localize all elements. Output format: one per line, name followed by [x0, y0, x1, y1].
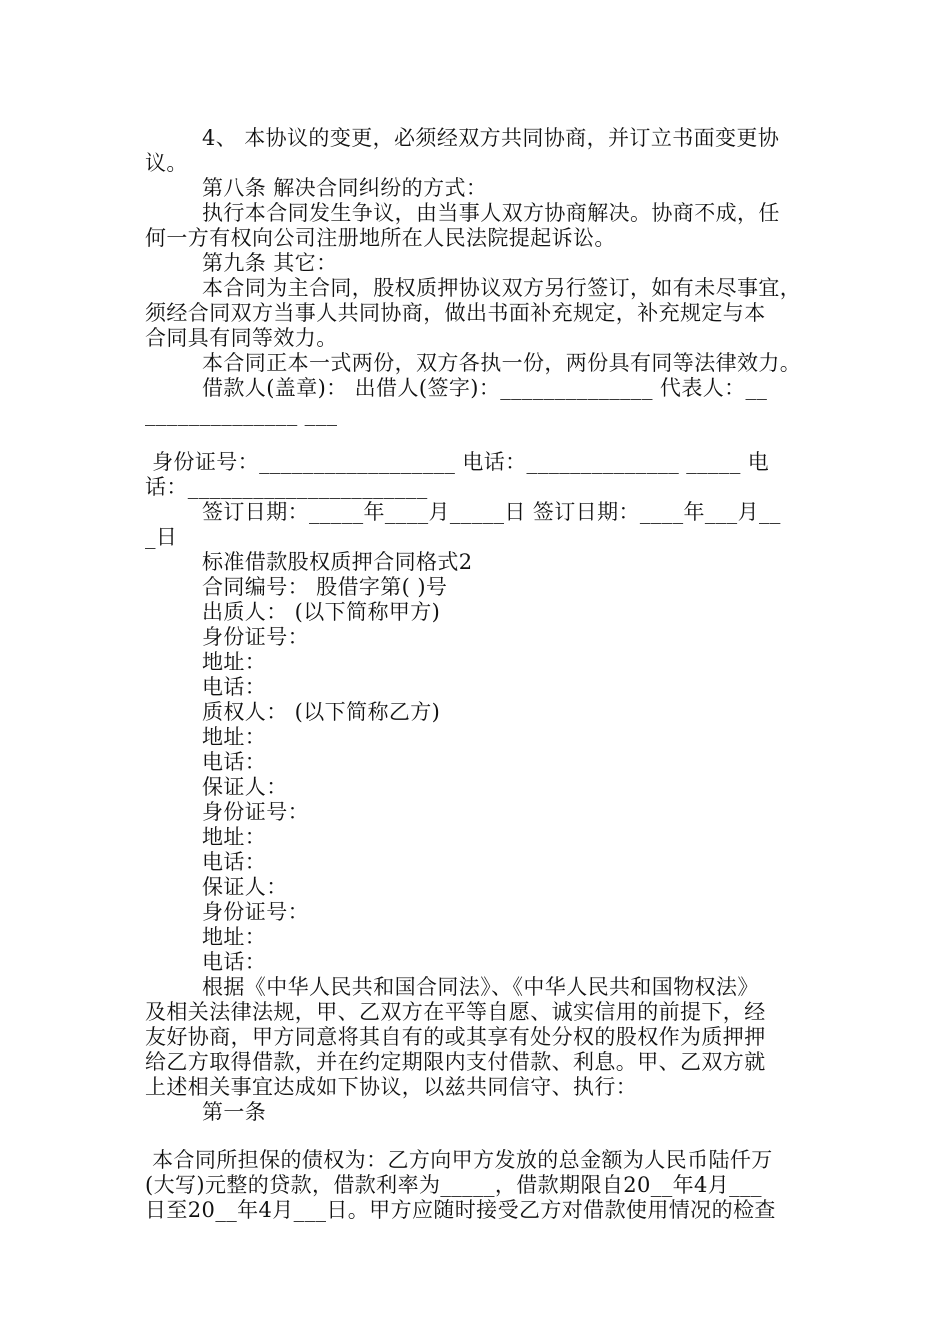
- text-line: 日至20__年4月___日。甲方应随时接受乙方对借款使用情况的检查: [145, 1198, 776, 1222]
- party-field: 电话：: [202, 750, 267, 774]
- date-line: 签订日期：_____年____月_____日 签订日期：____年___月__: [202, 500, 781, 524]
- document-title: 标准借款股权质押合同格式2: [202, 550, 473, 574]
- text-line: 本合同正本一式两份，双方各执一份，两份具有同等法律效力。: [202, 351, 802, 375]
- party-field: 电话：: [202, 850, 267, 874]
- text-line: 友好协商，甲方同意将其自有的或其享有处分权的股权作为质押押: [145, 1025, 766, 1049]
- party-field: 保证人：: [202, 775, 288, 799]
- signature-line: ______________ ___: [145, 402, 338, 426]
- party-field: 身份证号：: [202, 900, 309, 924]
- text-line: 上述相关事宜达成如下协议，以兹共同信守、执行：: [145, 1075, 638, 1099]
- signature-line: 借款人(盖章)： 出借人(签字)：______________ 代表人：__: [202, 376, 768, 400]
- party-field: 质权人： (以下简称乙方): [202, 700, 441, 724]
- text-line: 议。: [145, 151, 188, 175]
- text-line: 何一方有权向公司注册地所在人民法院提起诉讼。: [145, 226, 616, 250]
- text-line: 给乙方取得借款，并在约定期限内支付借款、利息。甲、乙双方就: [145, 1050, 766, 1074]
- party-field: 身份证号：: [202, 625, 309, 649]
- section-heading: 第八条 解决合同纠纷的方式：: [202, 176, 488, 200]
- party-field: 电话：: [202, 950, 267, 974]
- date-line: _日: [145, 525, 178, 549]
- text-line: 执行本合同发生争议，由当事人双方协商解决。协商不成，任: [202, 201, 780, 225]
- party-field: 地址：: [202, 725, 267, 749]
- text-line: (大写)元整的贷款，借款利率为_____，借款期限自20__年4月___: [145, 1173, 762, 1197]
- text-line: 4、 本协议的变更，必须经双方共同协商，并订立书面变更协: [202, 126, 780, 150]
- text-line: 须经合同双方当事人共同协商，做出书面补充规定，补充规定与本: [145, 301, 766, 325]
- text-line: 本合同所担保的债权为：乙方向甲方发放的总金额为人民币陆仟万: [145, 1148, 773, 1172]
- party-field: 保证人：: [202, 875, 288, 899]
- party-field: 出质人： (以下简称甲方): [202, 600, 441, 624]
- section-heading: 第九条 其它：: [202, 251, 338, 275]
- contract-number: 合同编号： 股借字第( )号: [202, 575, 448, 599]
- article-heading: 第一条: [202, 1100, 267, 1124]
- party-field: 身份证号：: [202, 800, 309, 824]
- id-phone-line: 身份证号：__________________ 电话：______________ _____ 电: [145, 450, 770, 474]
- text-line: 本合同为主合同，股权质押协议双方另行签订，如有未尽事宜，: [202, 276, 802, 300]
- text-line: 合同具有同等效力。: [145, 326, 338, 350]
- party-field: 地址：: [202, 650, 267, 674]
- id-phone-line: 话：______________________: [145, 475, 428, 499]
- text-line: 及相关法律法规，甲、乙双方在平等自愿、诚实信用的前提下，经: [145, 1000, 766, 1024]
- text-line: 根据《中华人民共和国合同法》、《中华人民共和国物权法》: [202, 975, 759, 999]
- party-field: 电话：: [202, 675, 267, 699]
- party-field: 地址：: [202, 825, 267, 849]
- party-field: 地址：: [202, 925, 267, 949]
